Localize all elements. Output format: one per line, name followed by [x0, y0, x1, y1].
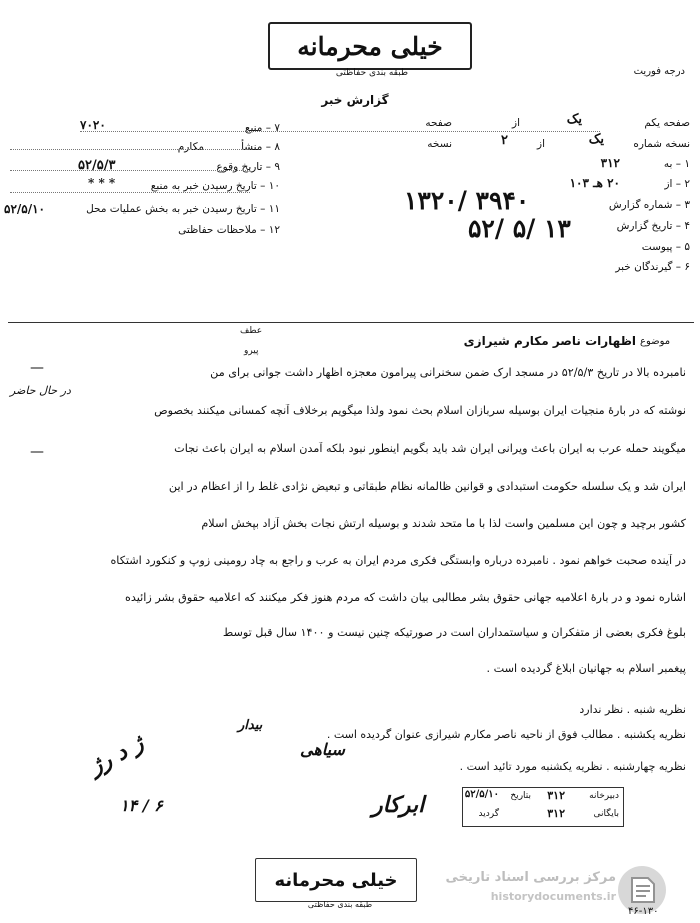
body-line-4: ایران شد و یک سلسله حکومت استبدادی و قوانین ظالمانه نظام طبقاتی و تبعیض نژادی غلط را از اعظام در این	[168, 480, 686, 493]
page-label: صفحه یکم	[644, 117, 690, 129]
source-label: ۷ – منبع	[244, 122, 280, 134]
registry-status: گردید	[478, 809, 499, 819]
body-line-6: در آینده صحبت خواهم نمود . نامبرده درباره وابستگی فکری مردم ایران به عرب و راجع به چاد رومینی زوپ و کنکورد اشتکاه	[110, 554, 686, 567]
source-value: ۷۰۲۰	[80, 118, 106, 132]
body-line-9: پیغمبر اسلام به جهانیان ابلاغ گردیده است .	[486, 662, 686, 675]
registry-stamp	[462, 787, 624, 827]
recipients-label: ۶ – گیرندگان خبر	[615, 261, 690, 273]
body-line-3: میگویند حمله عرب به ایران باعث ویرانی ایران شد باید بگویم اینطور نبود بلکه آمدن اسلام به ایران باعث نجات	[174, 442, 686, 455]
body-line-7: اشاره نمود و در بارهٔ اعلامیه جهانی حقوق بشر مطالبی بیان داشت که مردم هنوز فکر میکنند که اعلامیه حقوق بشر زائیده	[125, 591, 686, 604]
reference-label: عطف	[240, 326, 263, 336]
event-date-label: ۹ – تاریخ وقوع	[216, 161, 280, 173]
registry-dept: ۳۱۲	[547, 789, 565, 802]
follow-up-label: پیرو	[244, 346, 259, 356]
signature-left: ژ د رژ	[85, 730, 148, 780]
registry-date-label: بتاریخ	[510, 791, 531, 801]
report-type-title: گزارش خبر	[321, 93, 389, 107]
from-label: ۲ – از	[664, 178, 690, 190]
event-date-value: ۵۲/۵/۳	[78, 158, 116, 173]
subject-text: اظهارات ناصر مکارم شیرازی	[463, 334, 636, 348]
view-annotation: بیدار	[238, 718, 263, 733]
local-receipt-label: ۱۱ – تاریخ رسیدن خبر به بخش عملیات محل	[86, 203, 280, 215]
copy-total: ۲	[501, 133, 508, 148]
footer-classification-subtitle: طبقه بندی حفاظتی	[307, 900, 373, 909]
view-saturday: نظریه شنبه . نظر ندارد	[579, 703, 686, 716]
page-from: از	[512, 117, 520, 129]
classification-stamp: خیلی محرمانه	[268, 22, 472, 70]
urgency-label: درجه فوریت	[633, 66, 685, 77]
to-value: ۳۱۲	[600, 156, 620, 170]
copy-unit: نسخه	[427, 138, 452, 150]
copy-from: از	[537, 138, 545, 150]
page-code: ۴۶-۱۳۰	[628, 906, 659, 917]
security-notes-label: ۱۲ – ملاحظات حفاظتی	[178, 224, 280, 236]
signature-middle: سیاهی	[300, 740, 345, 759]
body-line-2: نوشته که در بارهٔ منجیات ایران بوسیله سربازان اسلام بحث نمود ولذا میگویم برخلاف آنچه کمسانی میکنند بخصوص	[154, 404, 686, 417]
registry-date-value: ۵۲/۵/۱۰	[464, 789, 499, 800]
attachment-label: ۵ – پیوست	[641, 241, 690, 253]
margin-note: در حال حاضر	[10, 384, 71, 397]
watermark-url: historydocuments.ir	[490, 890, 616, 903]
origin-label: ۸ – منشأ	[241, 141, 280, 153]
local-receipt-value: ۵۲/۵/۱۰	[4, 202, 45, 216]
body-line-5: کشور برچید و چون این مسلمین واست لذا با ما متحد شدند و بوسیله ارتش نجات بخش آزاد بپخش اسلام	[201, 517, 686, 530]
watermark-title: مرکز بررسی اسناد تاریخی	[445, 870, 616, 885]
report-date-label: ۴ – تاریخ گزارش	[616, 220, 690, 232]
to-label: ۱ – به	[663, 158, 690, 170]
copy-label: نسخه شماره	[633, 138, 690, 150]
signature-right: ابرکار	[372, 792, 425, 818]
margin-dash: —	[30, 360, 44, 376]
origin-value: مکارم	[177, 141, 204, 153]
registry-section: بایگانی	[593, 809, 619, 819]
view-sunday: نظریه یکشنبه . مطالب فوق از ناحیه ناصر مکارم شیرازی عنوان گردیده است .	[326, 728, 686, 741]
copy-value: یک	[588, 132, 604, 147]
margin-dash: —	[30, 444, 44, 460]
subject-label: موضوع	[640, 336, 671, 347]
report-no-label: ۳ – شماره گزارش	[608, 199, 690, 211]
handwritten-report-number: ۱۳۲۰/ ۳۹۴۰	[404, 186, 530, 215]
classification-subtitle: طبقه بندی حفاظتی	[335, 68, 409, 78]
registry-secretariat: دبیرخانه	[589, 791, 619, 801]
page-unit: صفحه	[425, 117, 452, 129]
receipt-value: * * *	[88, 176, 116, 190]
page-value: یک	[566, 112, 582, 127]
view-wednesday: نظریه چهارشنبه . نظریه یکشنبه مورد تائید است .	[459, 760, 686, 773]
from-value: ۲۰ هـ ۱۰۳	[569, 176, 620, 190]
header-divider	[8, 322, 694, 323]
handwritten-report-date: ۵۲/ ۵/ ۱۳	[468, 214, 571, 243]
body-line-1: نامبرده بالا در تاریخ ۵۲/۵/۳ در مسجد ارک ضمن سخنرانی پیرامون معجزه اظهار داشت جوانی برای من	[210, 366, 686, 379]
receipt-label: ۱۰ – تاریخ رسیدن خبر به منبع	[150, 180, 280, 192]
signature-left-date: ۱۴ / ۶	[120, 796, 163, 815]
body-line-8: بلوغ فکری بعضی از متفکران و سیاستمداران است در صورتیکه چنین نیست و ۱۴۰۰ سال قبل توسط	[222, 626, 686, 639]
registry-section-value: ۳۱۲	[547, 807, 565, 820]
footer-classification-stamp: خیلی محرمانه	[255, 858, 417, 902]
